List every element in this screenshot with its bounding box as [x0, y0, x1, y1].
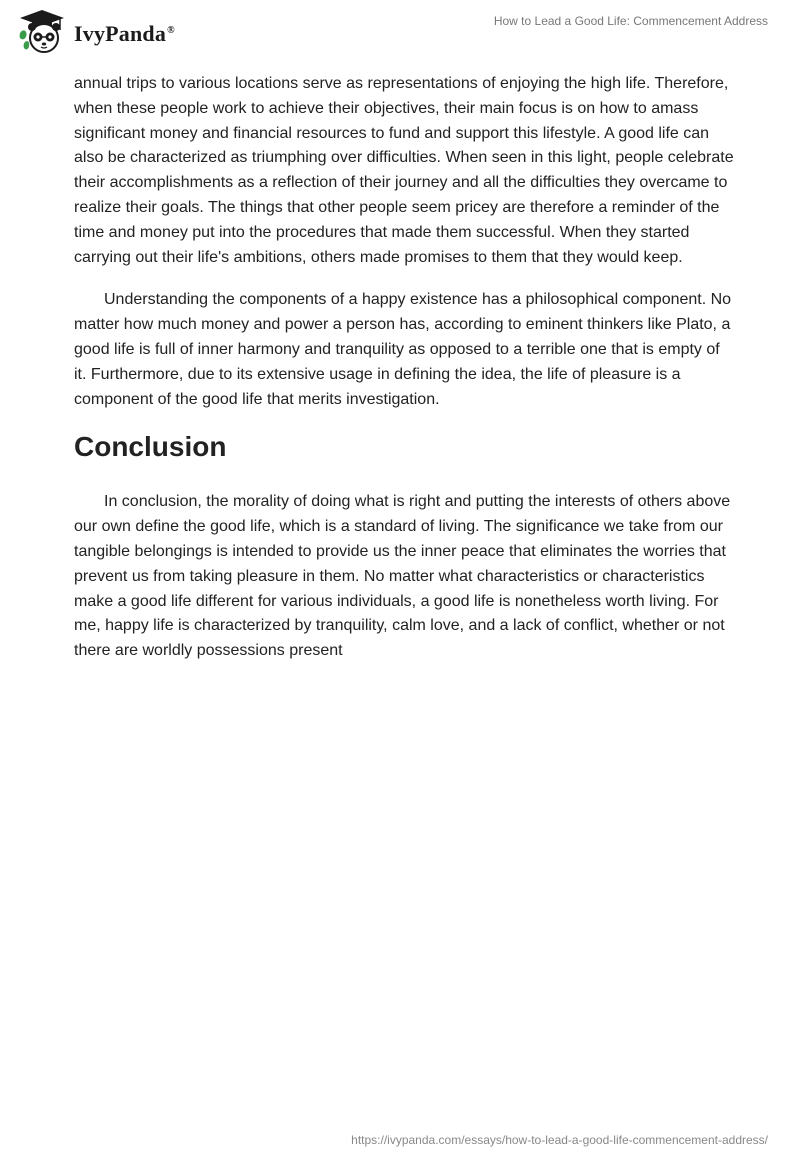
conclusion-heading: Conclusion — [74, 431, 227, 463]
document-title: How to Lead a Good Life: Commencement Address — [493, 14, 768, 28]
paragraph-1: annual trips to various locations serve as representations of enjoying the high life. Therefore, when these people work to achieve their objectives, their main focus is on how to amass significant money and financial resources to fund and support this lifestyle. A good life can also be characterized as triumphing over difficulties. When seen in this light, people celebrate their accomplishments as a reflection of their journey and all the difficulties they overcame to realize their goals. The things that other people seem pricey are therefore a reminder of the time and money put into the procedures that made them successful. When they started carrying out their life's ambitions, others made promises to them that they would keep. — [74, 75, 734, 266]
page-header — [0, 0, 800, 64]
essay-body — [74, 72, 734, 682]
paragraph-3: In conclusion, the morality of doing what is right and putting the interests of others above our own define the good life, which is a standard of living. The significance we take from our tangible belongings is intended to provide us the inner peace that eliminates the worries that prevent us from taking pleasure in them. No matter what characteristics or characteristics make a good life different for various individuals, a good life is nonetheless worth living. For me, happy life is characterized by tranquility, calm love, and a lack of conflict, whether or not there are worldly possessions present — [74, 493, 731, 660]
source-url[interactable]: https://ivypanda.com/essays/how-to-lead-a-good-life-commencement-address/ — [351, 1133, 768, 1147]
brand-logo[interactable] — [16, 8, 175, 56]
brand-name: IvyPanda® — [74, 21, 175, 46]
panda-graduate-icon — [16, 8, 68, 56]
paragraph-2: Understanding the components of a happy existence has a philosophical component. No matter how much money and power a person has, according to eminent thinkers like Plato, a good life is full of inner harmony and tranquility as opposed to a terrible one that is empty of it. Furthermore, due to its extensive usage in defining the idea, the life of pleasure is a component of the good life that merits investigation. — [74, 291, 732, 408]
registered-mark: ® — [167, 24, 175, 36]
